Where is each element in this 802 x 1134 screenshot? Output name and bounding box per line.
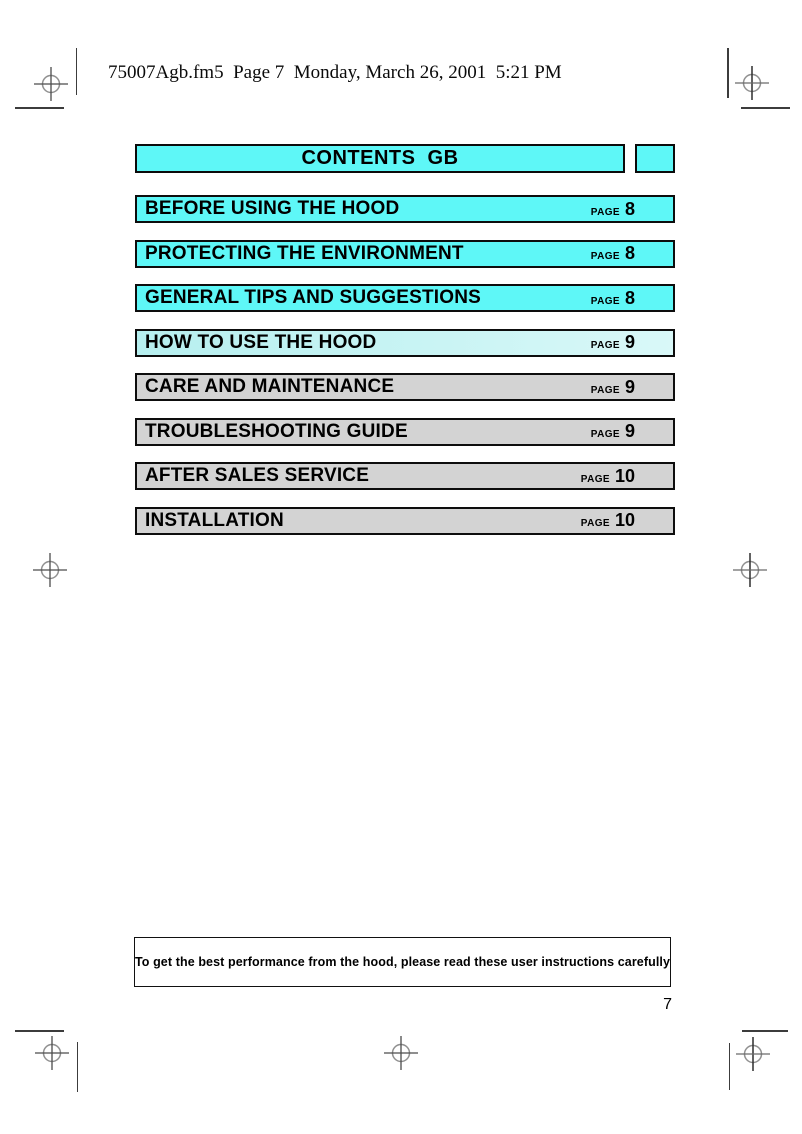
toc-page-label: PAGE xyxy=(590,251,620,262)
toc-page-label: PAGE xyxy=(590,384,620,396)
toc-page-number: 9 xyxy=(624,376,635,397)
toc-page-number: 8 xyxy=(624,198,635,219)
registration-mark-middle-right-icon xyxy=(732,552,768,588)
toc-row-label: PROTECTING THE ENVIRONMENT xyxy=(145,242,464,264)
toc-page xyxy=(591,377,635,398)
toc-row xyxy=(135,240,675,268)
crop-rule-bottom-right-vertical xyxy=(729,1043,731,1090)
toc-page-number: 10 xyxy=(614,510,635,530)
toc-page-number: 9 xyxy=(624,332,635,352)
crop-rule-top-right-horizontal xyxy=(741,107,790,109)
page-number: 7 xyxy=(663,996,672,1013)
registration-mark-top-left-icon xyxy=(33,66,69,102)
toc-page xyxy=(591,243,635,264)
contents-header-tab xyxy=(635,144,675,173)
contents-title: CONTENTS GB xyxy=(301,147,459,169)
instruction-note: To get the best performance from the hood, please read these user instructions carefully xyxy=(134,955,671,969)
toc-page xyxy=(591,421,635,442)
toc-row xyxy=(135,373,675,401)
toc-page-label: PAGE xyxy=(590,295,620,307)
toc-page-number: 10 xyxy=(614,465,635,486)
toc-row-label: INSTALLATION xyxy=(145,509,284,531)
contents-list xyxy=(135,195,675,535)
crop-rule-bottom-left-horizontal xyxy=(15,1030,64,1032)
contents-header-bar xyxy=(135,144,625,173)
toc-page-label: PAGE xyxy=(580,518,610,529)
crop-rule-top-left-vertical xyxy=(76,48,78,95)
registration-mark-bottom-center-icon xyxy=(383,1035,419,1071)
toc-row xyxy=(135,462,675,490)
toc-page xyxy=(591,332,635,353)
toc-row xyxy=(135,418,675,446)
toc-row-label: AFTER SALES SERVICE xyxy=(145,465,370,486)
toc-page-number: 9 xyxy=(624,421,635,441)
toc-row xyxy=(135,284,675,312)
registration-mark-middle-left-icon xyxy=(32,552,68,588)
crop-rule-top-right-vertical xyxy=(727,48,729,98)
instruction-note-box xyxy=(134,937,671,987)
print-header: 75007Agb.fm5 Page 7 Monday, March 26, 2001 5:21 PM xyxy=(108,62,562,83)
toc-row xyxy=(135,195,675,223)
toc-page-label: PAGE xyxy=(590,206,620,218)
toc-page-number: 8 xyxy=(624,243,635,263)
toc-page xyxy=(591,288,635,309)
registration-mark-bottom-right-icon xyxy=(735,1036,771,1072)
crop-rule-top-left-horizontal xyxy=(15,107,64,109)
toc-page-label: PAGE xyxy=(590,429,620,440)
toc-row xyxy=(135,329,675,357)
toc-page xyxy=(581,466,635,487)
toc-row-label: GENERAL TIPS AND SUGGESTIONS xyxy=(145,287,482,308)
toc-row-label: HOW TO USE THE HOOD xyxy=(145,331,377,353)
toc-row-label: TROUBLESHOOTING GUIDE xyxy=(145,420,408,442)
toc-page xyxy=(581,510,635,531)
registration-mark-bottom-left-icon xyxy=(34,1035,70,1071)
registration-mark-top-right-icon xyxy=(734,65,770,101)
toc-row-label: CARE AND MAINTENANCE xyxy=(145,376,395,397)
toc-page-label: PAGE xyxy=(580,473,610,485)
crop-rule-bottom-left-vertical xyxy=(77,1042,79,1092)
toc-page-label: PAGE xyxy=(590,340,620,351)
crop-rule-bottom-right-horizontal xyxy=(742,1030,788,1032)
toc-row xyxy=(135,507,675,535)
toc-row-label: BEFORE USING THE HOOD xyxy=(145,198,400,219)
toc-page-number: 8 xyxy=(624,287,635,308)
toc-page xyxy=(591,199,635,220)
